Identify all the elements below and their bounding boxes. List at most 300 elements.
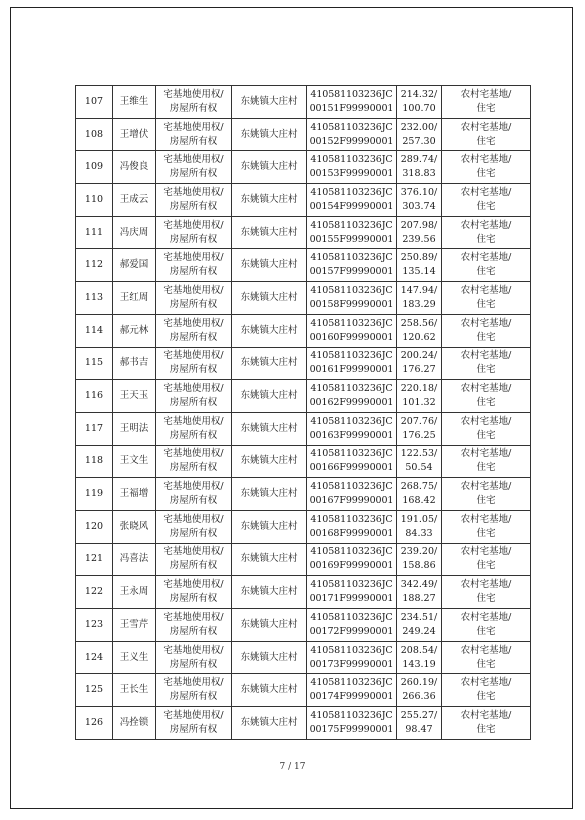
right-type-line-1: 宅基地使用权/	[163, 677, 224, 689]
unit-code-line-1: 410581103236JC	[310, 121, 393, 133]
unit-code-line-2: 00166F99990001	[309, 462, 394, 474]
land-use-line-1: 农村宅基地/	[460, 121, 512, 133]
land-use-line-1: 农村宅基地/	[460, 350, 512, 362]
area-line-1: 258.56/	[400, 317, 438, 329]
land-use-line-1: 农村宅基地/	[460, 481, 512, 493]
area	[397, 412, 442, 445]
land-use-line-2: 住宅	[476, 135, 496, 147]
right-type	[156, 151, 232, 184]
land-use	[442, 707, 531, 740]
table-row	[76, 118, 531, 151]
land-use-line-1: 农村宅基地/	[460, 88, 512, 100]
area	[397, 380, 442, 413]
row-number: 114	[76, 314, 113, 347]
row-number: 123	[76, 609, 113, 642]
owner-name: 张晓风	[113, 510, 156, 543]
unit-code-line-2: 00171F99990001	[309, 593, 394, 605]
unit-code-line-1: 410581103236JC	[310, 709, 393, 721]
right-type-line-1: 宅基地使用权/	[163, 186, 224, 198]
unit-code-line-1: 410581103236JC	[310, 677, 393, 689]
land-use-line-1: 农村宅基地/	[460, 677, 512, 689]
unit-code	[307, 707, 397, 740]
right-type-line-2: 房屋所有权	[169, 102, 218, 114]
unit-code-line-2: 00161F99990001	[309, 364, 394, 376]
owner-name: 王增伏	[113, 118, 156, 151]
document-page	[10, 7, 573, 809]
location: 东姚镇大庄村	[232, 86, 307, 119]
unit-code	[307, 151, 397, 184]
area-line-1: 207.98/	[400, 219, 438, 231]
owner-name: 王雪芹	[113, 609, 156, 642]
row-number: 120	[76, 510, 113, 543]
land-use-line-2: 住宅	[476, 658, 496, 670]
land-use-line-1: 农村宅基地/	[460, 284, 512, 296]
unit-code	[307, 314, 397, 347]
location: 东姚镇大庄村	[232, 609, 307, 642]
table-row	[76, 216, 531, 249]
right-type-line-2: 房屋所有权	[169, 560, 218, 572]
right-type	[156, 412, 232, 445]
right-type-line-1: 宅基地使用权/	[163, 611, 224, 623]
area-line-2: 239.56	[402, 233, 436, 245]
right-type	[156, 184, 232, 217]
unit-code	[307, 576, 397, 609]
unit-code	[307, 249, 397, 282]
table-row	[76, 314, 531, 347]
unit-code-line-2: 00157F99990001	[309, 266, 394, 278]
area-line-1: 214.32/	[400, 88, 438, 100]
land-use-line-2: 住宅	[476, 593, 496, 605]
location: 东姚镇大庄村	[232, 184, 307, 217]
right-type-line-2: 房屋所有权	[169, 429, 218, 441]
land-use-line-1: 农村宅基地/	[460, 186, 512, 198]
land-use	[442, 576, 531, 609]
land-use	[442, 184, 531, 217]
area-line-2: 176.25	[402, 429, 436, 441]
owner-name: 冯庆周	[113, 216, 156, 249]
unit-code-line-1: 410581103236JC	[310, 284, 393, 296]
owner-name: 王维生	[113, 86, 156, 119]
row-number: 122	[76, 576, 113, 609]
location: 东姚镇大庄村	[232, 707, 307, 740]
unit-code	[307, 674, 397, 707]
land-use-line-2: 住宅	[476, 691, 496, 703]
land-use	[442, 609, 531, 642]
location: 东姚镇大庄村	[232, 249, 307, 282]
land-use-line-2: 住宅	[476, 527, 496, 539]
area-line-1: 239.20/	[400, 546, 438, 558]
unit-code-line-2: 00175F99990001	[309, 723, 394, 735]
area	[397, 118, 442, 151]
right-type	[156, 216, 232, 249]
land-use-line-2: 住宅	[476, 723, 496, 735]
right-type-line-2: 房屋所有权	[169, 527, 218, 539]
right-type	[156, 707, 232, 740]
owner-name: 冯拴锁	[113, 707, 156, 740]
right-type-line-1: 宅基地使用权/	[163, 579, 224, 591]
area-line-1: 255.27/	[400, 709, 438, 721]
right-type-line-1: 宅基地使用权/	[163, 284, 224, 296]
unit-code	[307, 118, 397, 151]
row-number: 110	[76, 184, 113, 217]
land-use	[442, 543, 531, 576]
table-row	[76, 641, 531, 674]
right-type-line-1: 宅基地使用权/	[163, 121, 224, 133]
right-type	[156, 282, 232, 315]
land-use-line-1: 农村宅基地/	[460, 513, 512, 525]
land-use-line-1: 农村宅基地/	[460, 317, 512, 329]
right-type	[156, 86, 232, 119]
land-use	[442, 314, 531, 347]
area-line-2: 188.27	[402, 593, 436, 605]
area-line-1: 268.75/	[400, 481, 438, 493]
row-number: 124	[76, 641, 113, 674]
table-row	[76, 707, 531, 740]
right-type-line-2: 房屋所有权	[169, 593, 218, 605]
land-use-line-2: 住宅	[476, 233, 496, 245]
land-use-line-1: 农村宅基地/	[460, 644, 512, 656]
unit-code-line-2: 00167F99990001	[309, 495, 394, 507]
right-type-line-1: 宅基地使用权/	[163, 448, 224, 460]
right-type	[156, 118, 232, 151]
unit-code-line-2: 00154F99990001	[309, 200, 394, 212]
row-number: 109	[76, 151, 113, 184]
unit-code-line-2: 00169F99990001	[309, 560, 394, 572]
right-type	[156, 674, 232, 707]
right-type-line-1: 宅基地使用权/	[163, 383, 224, 395]
area	[397, 609, 442, 642]
right-type	[156, 314, 232, 347]
land-use-line-1: 农村宅基地/	[460, 154, 512, 166]
area-line-1: 376.10/	[400, 186, 438, 198]
area-line-2: 249.24	[402, 625, 436, 637]
land-use-line-2: 住宅	[476, 560, 496, 572]
owner-name: 郝爱国	[113, 249, 156, 282]
area-line-1: 342.49/	[400, 579, 438, 591]
right-type	[156, 478, 232, 511]
land-use	[442, 445, 531, 478]
unit-code-line-1: 410581103236JC	[310, 448, 393, 460]
land-use-line-1: 农村宅基地/	[460, 546, 512, 558]
unit-code-line-1: 410581103236JC	[310, 350, 393, 362]
location: 东姚镇大庄村	[232, 478, 307, 511]
unit-code-line-1: 410581103236JC	[310, 513, 393, 525]
unit-code-line-1: 410581103236JC	[310, 154, 393, 166]
owner-name: 王明法	[113, 412, 156, 445]
unit-code-line-2: 00152F99990001	[309, 135, 394, 147]
area-line-2: 98.47	[405, 723, 433, 735]
row-number: 119	[76, 478, 113, 511]
location: 东姚镇大庄村	[232, 412, 307, 445]
area-line-1: 207.76/	[400, 415, 438, 427]
right-type-line-2: 房屋所有权	[169, 495, 218, 507]
right-type-line-2: 房屋所有权	[169, 168, 218, 180]
right-type-line-2: 房屋所有权	[169, 658, 218, 670]
right-type-line-2: 房屋所有权	[169, 462, 218, 474]
location: 东姚镇大庄村	[232, 216, 307, 249]
table-row	[76, 478, 531, 511]
area-line-2: 266.36	[402, 691, 436, 703]
right-type-line-1: 宅基地使用权/	[163, 88, 224, 100]
area	[397, 641, 442, 674]
land-use-line-1: 农村宅基地/	[460, 415, 512, 427]
owner-name: 郝书吉	[113, 347, 156, 380]
right-type-line-1: 宅基地使用权/	[163, 415, 224, 427]
location: 东姚镇大庄村	[232, 118, 307, 151]
area-line-1: 234.51/	[400, 611, 438, 623]
unit-code-line-1: 410581103236JC	[310, 481, 393, 493]
unit-code-line-1: 410581103236JC	[310, 219, 393, 231]
unit-code-line-2: 00153F99990001	[309, 168, 394, 180]
area-line-2: 168.42	[402, 495, 436, 507]
area-line-1: 191.05/	[400, 513, 438, 525]
location: 东姚镇大庄村	[232, 445, 307, 478]
area	[397, 249, 442, 282]
registration-table	[75, 85, 531, 740]
location: 东姚镇大庄村	[232, 282, 307, 315]
land-use-line-2: 住宅	[476, 397, 496, 409]
land-use	[442, 118, 531, 151]
right-type	[156, 445, 232, 478]
area	[397, 314, 442, 347]
area	[397, 707, 442, 740]
table-row	[76, 609, 531, 642]
right-type-line-1: 宅基地使用权/	[163, 317, 224, 329]
land-use	[442, 510, 531, 543]
table-row	[76, 674, 531, 707]
land-use-line-1: 农村宅基地/	[460, 611, 512, 623]
right-type-line-1: 宅基地使用权/	[163, 154, 224, 166]
area-line-1: 232.00/	[400, 121, 438, 133]
area	[397, 184, 442, 217]
table-row	[76, 510, 531, 543]
land-use-line-1: 农村宅基地/	[460, 709, 512, 721]
land-use-line-2: 住宅	[476, 429, 496, 441]
land-use	[442, 478, 531, 511]
area-line-2: 303.74	[402, 200, 436, 212]
owner-name: 王成云	[113, 184, 156, 217]
right-type-line-2: 房屋所有权	[169, 723, 218, 735]
owner-name: 王天玉	[113, 380, 156, 413]
table-body	[76, 86, 531, 740]
unit-code	[307, 510, 397, 543]
unit-code-line-1: 410581103236JC	[310, 88, 393, 100]
unit-code	[307, 347, 397, 380]
unit-code-line-2: 00163F99990001	[309, 429, 394, 441]
right-type-line-2: 房屋所有权	[169, 364, 218, 376]
unit-code-line-1: 410581103236JC	[310, 644, 393, 656]
owner-name: 王义生	[113, 641, 156, 674]
area-line-1: 220.18/	[400, 383, 438, 395]
unit-code	[307, 478, 397, 511]
row-number: 118	[76, 445, 113, 478]
location: 东姚镇大庄村	[232, 641, 307, 674]
row-number: 125	[76, 674, 113, 707]
right-type-line-2: 房屋所有权	[169, 625, 218, 637]
table-row	[76, 86, 531, 119]
table-row	[76, 151, 531, 184]
area-line-2: 84.33	[405, 527, 433, 539]
page-number: 7 / 17	[279, 762, 306, 772]
location: 东姚镇大庄村	[232, 510, 307, 543]
land-use-line-2: 住宅	[476, 266, 496, 278]
land-use	[442, 249, 531, 282]
land-use-line-2: 住宅	[476, 298, 496, 310]
unit-code	[307, 543, 397, 576]
right-type	[156, 576, 232, 609]
land-use	[442, 347, 531, 380]
unit-code	[307, 412, 397, 445]
location: 东姚镇大庄村	[232, 314, 307, 347]
area-line-2: 257.30	[402, 135, 436, 147]
unit-code	[307, 641, 397, 674]
owner-name: 王红周	[113, 282, 156, 315]
unit-code	[307, 282, 397, 315]
area-line-2: 318.83	[402, 168, 436, 180]
unit-code	[307, 86, 397, 119]
table-row	[76, 380, 531, 413]
area-line-2: 120.62	[402, 331, 436, 343]
table-row	[76, 412, 531, 445]
right-type-line-2: 房屋所有权	[169, 298, 218, 310]
unit-code-line-2: 00158F99990001	[309, 298, 394, 310]
table-row	[76, 249, 531, 282]
area-line-1: 260.19/	[400, 677, 438, 689]
land-use-line-1: 农村宅基地/	[460, 448, 512, 460]
land-use-line-2: 住宅	[476, 102, 496, 114]
table-row	[76, 184, 531, 217]
owner-name: 冯喜法	[113, 543, 156, 576]
row-number: 117	[76, 412, 113, 445]
location: 东姚镇大庄村	[232, 674, 307, 707]
owner-name: 冯俊良	[113, 151, 156, 184]
land-use-line-1: 农村宅基地/	[460, 383, 512, 395]
unit-code	[307, 216, 397, 249]
unit-code-line-2: 00172F99990001	[309, 625, 394, 637]
row-number: 108	[76, 118, 113, 151]
land-use-line-2: 住宅	[476, 364, 496, 376]
right-type	[156, 380, 232, 413]
location: 东姚镇大庄村	[232, 543, 307, 576]
right-type-line-2: 房屋所有权	[169, 200, 218, 212]
location: 东姚镇大庄村	[232, 347, 307, 380]
area	[397, 216, 442, 249]
area	[397, 445, 442, 478]
row-number: 115	[76, 347, 113, 380]
owner-name: 王永周	[113, 576, 156, 609]
area-line-2: 143.19	[402, 658, 436, 670]
land-use	[442, 86, 531, 119]
land-use	[442, 380, 531, 413]
owner-name: 王文生	[113, 445, 156, 478]
right-type-line-1: 宅基地使用权/	[163, 219, 224, 231]
table-row	[76, 543, 531, 576]
unit-code-line-1: 410581103236JC	[310, 383, 393, 395]
area-line-2: 50.54	[405, 462, 433, 474]
table-row	[76, 445, 531, 478]
right-type-line-1: 宅基地使用权/	[163, 644, 224, 656]
unit-code-line-2: 00174F99990001	[309, 691, 394, 703]
area	[397, 674, 442, 707]
area	[397, 576, 442, 609]
unit-code-line-2: 00168F99990001	[309, 527, 394, 539]
row-number: 107	[76, 86, 113, 119]
right-type-line-1: 宅基地使用权/	[163, 350, 224, 362]
location: 东姚镇大庄村	[232, 151, 307, 184]
right-type-line-1: 宅基地使用权/	[163, 252, 224, 264]
unit-code	[307, 609, 397, 642]
area-line-2: 176.27	[402, 364, 436, 376]
unit-code	[307, 445, 397, 478]
area-line-2: 135.14	[402, 266, 436, 278]
area-line-1: 147.94/	[400, 284, 438, 296]
unit-code	[307, 184, 397, 217]
land-use	[442, 216, 531, 249]
land-use	[442, 412, 531, 445]
area	[397, 510, 442, 543]
right-type-line-2: 房屋所有权	[169, 397, 218, 409]
land-use	[442, 151, 531, 184]
area-line-1: 208.54/	[400, 644, 438, 656]
land-use-line-2: 住宅	[476, 200, 496, 212]
table-row	[76, 576, 531, 609]
land-use-line-2: 住宅	[476, 462, 496, 474]
land-use-line-2: 住宅	[476, 495, 496, 507]
unit-code-line-2: 00160F99990001	[309, 331, 394, 343]
area-line-1: 250.89/	[400, 252, 438, 264]
unit-code-line-1: 410581103236JC	[310, 317, 393, 329]
row-number: 112	[76, 249, 113, 282]
land-use-line-1: 农村宅基地/	[460, 579, 512, 591]
area-line-2: 101.32	[402, 397, 436, 409]
unit-code-line-2: 00162F99990001	[309, 397, 394, 409]
unit-code-line-1: 410581103236JC	[310, 579, 393, 591]
unit-code-line-2: 00173F99990001	[309, 658, 394, 670]
land-use-line-2: 住宅	[476, 625, 496, 637]
row-number: 116	[76, 380, 113, 413]
land-use	[442, 641, 531, 674]
area	[397, 543, 442, 576]
right-type-line-1: 宅基地使用权/	[163, 546, 224, 558]
unit-code-line-1: 410581103236JC	[310, 415, 393, 427]
area-line-1: 200.24/	[400, 350, 438, 362]
unit-code-line-1: 410581103236JC	[310, 186, 393, 198]
land-use-line-2: 住宅	[476, 168, 496, 180]
land-use-line-1: 农村宅基地/	[460, 219, 512, 231]
unit-code	[307, 380, 397, 413]
land-use-line-2: 住宅	[476, 331, 496, 343]
unit-code-line-1: 410581103236JC	[310, 546, 393, 558]
right-type	[156, 347, 232, 380]
area	[397, 86, 442, 119]
row-number: 126	[76, 707, 113, 740]
area	[397, 151, 442, 184]
row-number: 113	[76, 282, 113, 315]
unit-code-line-1: 410581103236JC	[310, 252, 393, 264]
right-type-line-2: 房屋所有权	[169, 691, 218, 703]
unit-code-line-2: 00151F99990001	[309, 102, 394, 114]
right-type-line-1: 宅基地使用权/	[163, 481, 224, 493]
area-line-2: 100.70	[402, 102, 436, 114]
unit-code-line-2: 00155F99990001	[309, 233, 394, 245]
area-line-1: 289.74/	[400, 154, 438, 166]
land-use	[442, 282, 531, 315]
area	[397, 347, 442, 380]
location: 东姚镇大庄村	[232, 380, 307, 413]
location: 东姚镇大庄村	[232, 576, 307, 609]
area	[397, 282, 442, 315]
right-type-line-2: 房屋所有权	[169, 266, 218, 278]
